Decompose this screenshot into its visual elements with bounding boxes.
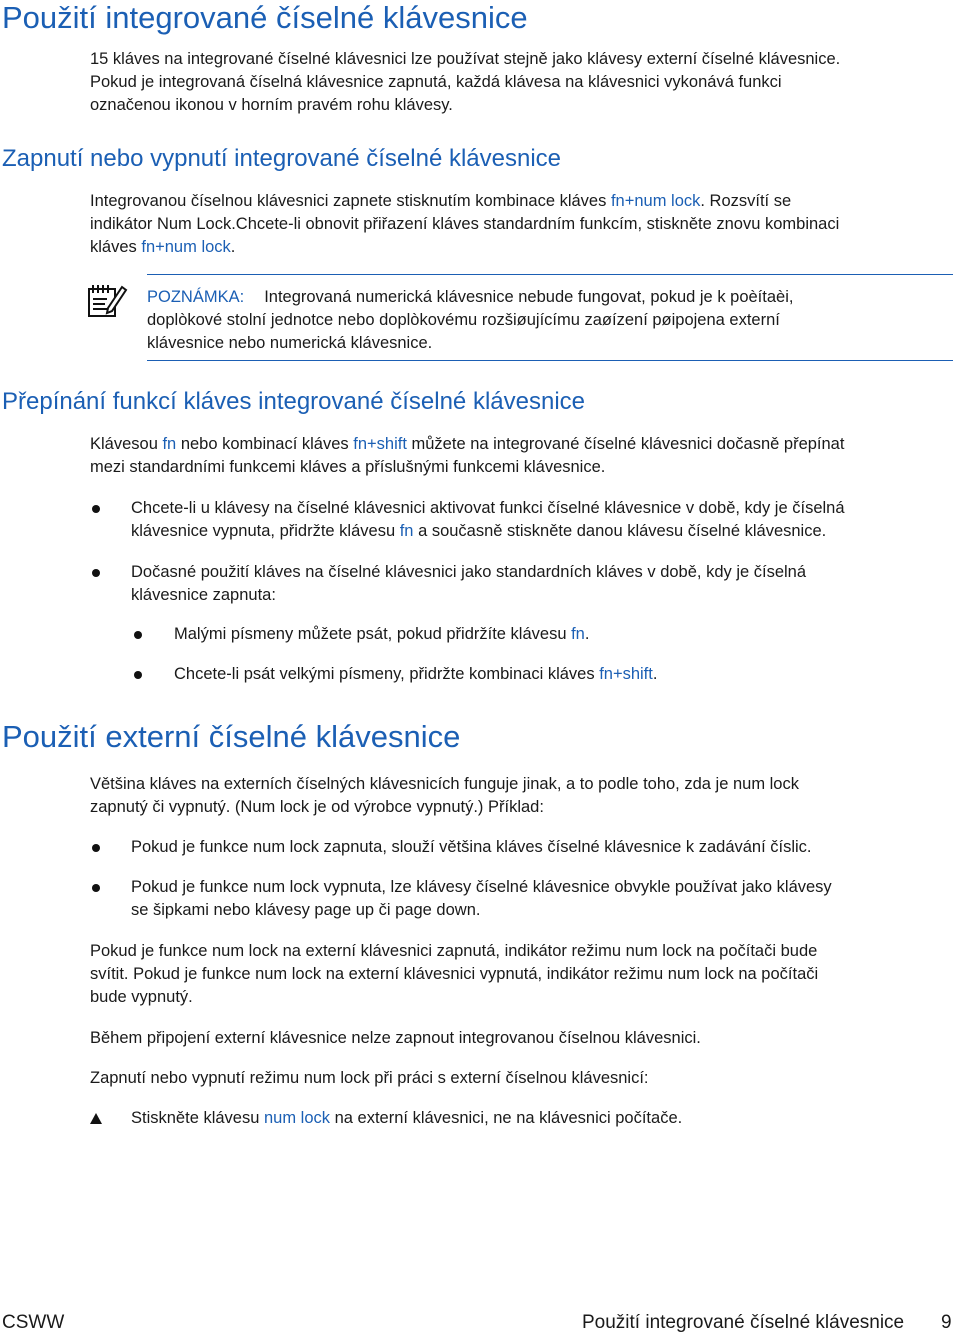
note-label: POZNÁMKA:	[147, 288, 245, 306]
section-title-integrated-keypad: Použití integrované číselné klávesnice	[2, 0, 528, 35]
key-fn-shift: fn+shift	[599, 665, 653, 683]
bullet-icon	[92, 505, 100, 513]
switch-line-2: mezi standardními funkcemi kláves a příslušnými funkcemi klávesnice.	[90, 458, 606, 476]
key-fn: fn	[399, 522, 414, 540]
bullet-2-line-1: Dočasné použití kláves na číselné klávesnici jako standardních kláves v době, kdy je číselná	[131, 563, 807, 581]
external-bullet-2-line-1: Pokud je funkce num lock vypnuta, lze klávesy číselné klávesnice obvykle používat jako klávesy	[131, 878, 832, 896]
bullet-2-line-2: klávesnice zapnuta:	[131, 586, 276, 604]
sub-bullet-1: Malými písmeny můžete psát, pokud přidržíte klávesu fn.	[174, 625, 590, 643]
intro-line-1: 15 kláves na integrované číselné klávesnici lze používat stejně jako klávesy externí číselné klávesnice.	[90, 50, 841, 68]
indicator-line-1: Pokud je funkce num lock na externí klávesnici zapnutá, indikátor režimu num lock na počítači bude	[90, 942, 818, 960]
switch-line-1: Klávesou fn nebo kombinací kláves fn+shift můžete na integrované číselné klávesnici dočasně přepínat	[90, 435, 845, 453]
note-top-rule	[147, 274, 953, 275]
sub-bullet-icon	[134, 631, 142, 639]
key-fn: fn	[571, 625, 585, 643]
bullet-1-line-2: klávesnice vypnuta, přidržte klávesu fn a současně stiskněte danou klávesu číselné klávesnice.	[131, 522, 827, 540]
toggle-line-1: Integrovanou číselnou klávesnici zapnete stisknutím kombinace kláves fn+num lock. Rozsvítí se	[90, 192, 792, 210]
external-connected-note: Během připojení externí klávesnice nelze zapnout integrovanou číselnou klávesnici.	[90, 1029, 701, 1047]
key-fn-shift: fn+shift	[353, 435, 407, 453]
intro-line-3: označenou ikonou v horním pravém rohu klávesy.	[90, 96, 453, 114]
note-line-3: klávesnice nebo numerická klávesnice.	[147, 334, 433, 352]
external-line-2: zapnutý či vypnutý. (Num lock je od výrobce vypnutý.) Příklad:	[90, 798, 544, 816]
bullet-icon	[92, 884, 100, 892]
step-press-num-lock: Stiskněte klávesu num lock na externí klávesnici, ne na klávesnici počítače.	[131, 1109, 683, 1127]
intro-line-2: Pokud je integrovaná číselná klávesnice zapnutá, každá klávesa na klávesnici vykonává funkci	[90, 73, 782, 91]
toggle-line-2: indikátor Num Lock.Chcete-li obnovit přiřazení kláves standardním funkcím, stiskněte znovu kombinaci	[90, 215, 840, 233]
step-triangle-icon	[90, 1113, 102, 1124]
key-num-lock: num lock	[263, 1109, 331, 1127]
section-title-switch-functions: Přepínání funkcí kláves integrované číselné klávesnice	[2, 388, 585, 415]
num-lock-procedure-intro: Zapnutí nebo vypnutí režimu num lock při práci s externí číselnou klávesnicí:	[90, 1069, 649, 1087]
external-bullet-1: Pokud je funkce num lock zapnuta, slouží většina kláves číselné klávesnice k zadávání číslic.	[131, 838, 812, 856]
note-line-1: POZNÁMKA: Integrovaná numerická klávesnice nebude fungovat, pokud je k poèítaèi,	[147, 288, 794, 306]
key-fn-num-lock: fn+num lock	[610, 192, 701, 210]
note-line-2: doplòkové stolní jednotce nebo doplòkovému rozšiøujícímu zaøízení pøipojena externí	[147, 311, 780, 329]
indicator-line-3: bude vypnutý.	[90, 988, 193, 1006]
bullet-1-line-1: Chcete-li u klávesy na číselné klávesnici aktivovat funkci číselné klávesnice v době, kdy je číselná	[131, 499, 845, 517]
key-fn: fn	[162, 435, 177, 453]
footer-doc-id: CSWW	[2, 1312, 65, 1333]
section-title-toggle-keypad: Zapnutí nebo vypnutí integrované číselné klávesnice	[2, 145, 562, 172]
bullet-icon	[92, 569, 100, 577]
footer-chapter-title: Použití integrované číselné klávesnice	[582, 1312, 905, 1333]
external-line-1: Většina kláves na externích číselných klávesnicích funguje jinak, a to podle toho, zda je num lock	[90, 775, 799, 793]
footer-page-number: 9	[941, 1312, 952, 1333]
note-notepad-icon	[86, 281, 128, 319]
note-bottom-rule	[147, 360, 953, 361]
sub-bullet-icon	[134, 671, 142, 679]
indicator-line-2: svítit. Pokud je funkce num lock na externí klávesnici vypnutá, indikátor režimu num lock na počítači	[90, 965, 819, 983]
external-bullet-2-line-2: se šipkami nebo klávesy page up či page down.	[131, 901, 481, 919]
section-title-external-keypad: Použití externí číselné klávesnice	[2, 719, 461, 754]
key-fn-num-lock: fn+num lock	[141, 238, 231, 256]
sub-bullet-2: Chcete-li psát velkými písmeny, přidržte kombinaci kláves fn+shift.	[174, 665, 658, 683]
bullet-icon	[92, 844, 100, 852]
toggle-line-3: kláves fn+num lock.	[90, 238, 236, 256]
